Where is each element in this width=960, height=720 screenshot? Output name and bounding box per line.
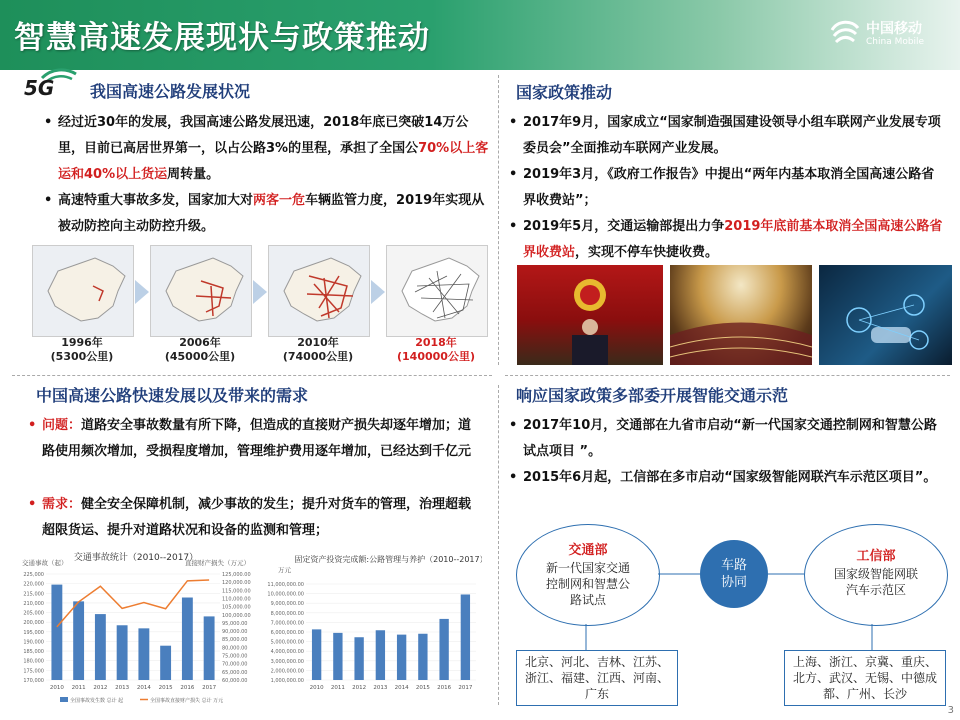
y2-axis-label: 直接财产损失（万元） — [185, 559, 250, 567]
x-tick-label: 2010 — [49, 685, 64, 691]
bullet-dot: • — [28, 418, 37, 433]
hall-icon — [670, 265, 812, 365]
y2-tick-label: 65,000.00 — [222, 669, 248, 676]
logo-cn: 中国移动 — [866, 21, 922, 37]
bullet-policy-2019-05 — [509, 214, 943, 266]
bullet-highway-growth — [44, 110, 490, 188]
y-tick-label: 180,000 — [23, 658, 44, 665]
ellipse-title: 交通部 — [568, 543, 608, 558]
bullet-dot: • — [44, 193, 53, 208]
chart-title: 固定资产投资完成额:公路管理与养护（2010--2017） — [294, 555, 482, 564]
ellipse-text: 新一代国家交通控制网和智慧公路试点 — [545, 561, 630, 607]
y2-tick-label: 75,000.00 — [222, 653, 248, 660]
y-tick-label: 205,000 — [23, 610, 44, 617]
bar-accidents — [95, 614, 106, 680]
bar-accidents — [117, 625, 128, 680]
section-title-highway-status: 我国高速公路发展状况 — [90, 82, 251, 101]
divider-h-left — [12, 375, 492, 376]
x-tick-label: 2012 — [352, 685, 367, 691]
logo-en: China Mobile — [866, 37, 925, 47]
y-tick-label: 170,000 — [23, 678, 44, 684]
y-tick-label: 7,000,000.00 — [270, 620, 304, 627]
problem-text: 道路安全事故数量有所下降，但造成的直接财产损失却逐年增加；道路使用频次增加，受损程度增加，管理维护费用逐年增加，已经达到千亿元 — [42, 418, 472, 459]
china-map-icon — [151, 246, 251, 336]
bullet-text: 2019年3月，《政府工作报告》中提出“两年内基本取消全国高速公路省界收费站”； — [523, 167, 935, 208]
map-year: 2018年 — [415, 336, 457, 349]
y-tick-label: 3,000,000.00 — [270, 658, 304, 665]
emblem-icon — [517, 265, 663, 365]
bar-investment — [354, 637, 363, 680]
bullet-text: 2015年6月起，工信部在多市启动“国家级智能网联汽车示范区项目”。 — [523, 470, 937, 485]
section-title-demand: 中国高速公路快速发展以及带来的需求 — [36, 386, 309, 405]
map-km: (5300公里) — [50, 350, 114, 363]
map-label-2010 — [263, 336, 373, 364]
divider-v-top — [498, 75, 499, 365]
y2-tick-label: 80,000.00 — [222, 645, 248, 652]
arrow-right-icon — [371, 280, 385, 304]
y-tick-label: 195,000 — [23, 629, 44, 636]
bullet-text: 2019年5月，交通运输部提出力争 — [523, 219, 725, 234]
map-km: (140000公里) — [397, 350, 475, 363]
bullet-dot: • — [509, 470, 518, 485]
y-tick-label: 215,000 — [23, 591, 44, 598]
ellipse-text: 国家级智能网联汽车示范区 — [833, 567, 918, 597]
y2-tick-label: 125,000.00 — [222, 572, 251, 578]
chart-accident-svg — [20, 548, 252, 714]
bullet-highlight: 70%以上客运和40%以上货运 — [58, 141, 489, 182]
bar-investment — [439, 619, 448, 680]
ellipse-transport-ministry — [516, 524, 660, 626]
bullet-highlight: 两客一危 — [253, 193, 306, 208]
y2-tick-label: 120,000.00 — [222, 580, 251, 587]
map-label-2006 — [145, 336, 255, 364]
bullet-text-end: 周转量。 — [167, 167, 220, 182]
y-tick-label: 6,000,000.00 — [270, 630, 304, 636]
y-tick-label: 8,000,000.00 — [270, 610, 304, 617]
section-title-policy: 国家政策推动 — [516, 83, 613, 102]
section-title-demonstration: 响应国家政策多部委开展智能交通示范 — [516, 386, 789, 405]
map-1996 — [32, 245, 134, 337]
bullet-dot: • — [28, 497, 37, 512]
divider-h-right — [505, 375, 950, 376]
map-2018 — [386, 245, 488, 337]
chart-investment-svg — [258, 550, 482, 710]
arrow-right-icon — [135, 280, 149, 304]
china-map-icon — [269, 246, 369, 336]
x-tick-label: 2015 — [415, 685, 430, 691]
x-tick-label: 2015 — [158, 685, 173, 691]
box-miit-cities — [784, 650, 946, 706]
y-tick-label: 220,000 — [23, 581, 44, 588]
photo-government-report — [517, 265, 663, 365]
bullet-text: 经过近30年的发展，我国高速公路发展迅速，2018年底已突破14万公里，目前已高居世界第一，以占公路3%的里程，承担了全国公 — [58, 115, 469, 156]
photo-assembly-hall — [670, 265, 812, 365]
bullet-highlight: 2019年底前基本取消全国高速公路省界收费站 — [523, 219, 943, 260]
chart-title: 交通事故统计（2010--2017） — [73, 553, 199, 563]
y-tick-label: 2,000,000.00 — [270, 668, 304, 675]
x-tick-label: 2016 — [437, 685, 452, 691]
map-year: 1996年 — [61, 336, 103, 349]
bullet-text: 高速特重大事故多发，国家加大对 — [58, 193, 254, 208]
map-km: (45000公里) — [164, 350, 236, 363]
y2-tick-label: 100,000.00 — [222, 612, 251, 619]
bullet-text: 2017年10月，交通部在九省市启动“新一代国家交通控制网和智慧公路试点项目 ”。 — [523, 418, 937, 459]
map-year: 2010年 — [297, 336, 339, 349]
bar-investment — [418, 634, 427, 680]
map-label-2018 — [381, 336, 491, 364]
y2-tick-label: 110,000.00 — [222, 596, 251, 603]
y2-tick-label: 105,000.00 — [222, 604, 251, 611]
box-text: 上海、浙江、京冀、重庆、北方、武汉、无锡、中德成都、广州、长沙 — [793, 655, 938, 701]
chart-accident-stats — [20, 548, 252, 714]
bar-accidents — [73, 601, 84, 680]
y2-tick-label: 60,000.00 — [222, 678, 248, 684]
legend-label: 全国事故发生数 总计 起 — [70, 698, 124, 704]
bullet-text-end: 车辆监管力度，2019年实现从被动防控向主动防控升级。 — [58, 193, 485, 234]
legend-swatch-bar — [60, 697, 68, 702]
map-label-1996 — [27, 336, 137, 364]
y-axis-label: 万元 — [278, 566, 291, 574]
box-text: 北京、河北、吉林、江苏、浙江、福建、江西、河南、广东 — [525, 655, 670, 701]
bullet-accidents — [44, 188, 490, 240]
bullet-problem — [28, 413, 480, 465]
bullet-text: 2017年9月，国家成立“国家制造强国建设领导小组车联网产业发展专项委员会”全面推动车联网产业发展。 — [523, 115, 941, 156]
china-map-icon — [387, 246, 487, 336]
demand-label: 需求： — [42, 497, 82, 512]
y-tick-label: 4,000,000.00 — [270, 649, 304, 656]
bar-accidents — [204, 616, 215, 680]
bullet-policy-2019-03 — [509, 162, 943, 214]
y-tick-label: 11,000,000.00 — [267, 582, 304, 588]
bar-investment — [461, 594, 470, 680]
y-tick-label: 190,000 — [23, 639, 44, 646]
y-tick-label: 225,000 — [23, 572, 44, 578]
x-tick-label: 2012 — [93, 685, 108, 691]
y-tick-label: 175,000 — [23, 668, 44, 675]
y2-tick-label: 70,000.00 — [222, 661, 248, 668]
y-tick-label: 210,000 — [23, 600, 44, 607]
bullet-demo-2017 — [509, 413, 943, 465]
map-2006 — [150, 245, 252, 337]
bullet-demo-2015 — [509, 465, 943, 491]
x-tick-label: 2017 — [458, 685, 473, 691]
bar-investment — [397, 635, 406, 680]
chart-investment — [258, 550, 482, 710]
x-tick-label: 2016 — [180, 685, 195, 691]
photo-connected-vehicles — [819, 265, 952, 365]
china-mobile-logo-icon — [828, 16, 862, 50]
map-year: 2006年 — [179, 336, 221, 349]
x-tick-label: 2017 — [202, 685, 217, 691]
x-tick-label: 2014 — [394, 685, 409, 691]
bullet-demand — [28, 492, 480, 544]
y-tick-label: 10,000,000.00 — [267, 591, 304, 598]
bar-investment — [312, 629, 321, 680]
map-2010 — [268, 245, 370, 337]
y2-tick-label: 95,000.00 — [222, 620, 248, 627]
bullet-dot: • — [509, 219, 518, 234]
center-label: 车路协同 — [720, 558, 747, 590]
page-number: 3 — [947, 705, 954, 716]
legend-label: 全国事故直接财产损失 总计 万元 — [150, 698, 224, 704]
page-title: 智慧高速发展现状与政策推动 — [14, 20, 430, 56]
divider-v-bottom — [498, 385, 499, 705]
y-tick-label: 200,000 — [23, 620, 44, 627]
y2-tick-label: 90,000.00 — [222, 629, 248, 636]
bar-investment — [376, 630, 385, 680]
x-tick-label: 2014 — [136, 685, 151, 691]
x-tick-label: 2011 — [71, 685, 86, 691]
box-transport-cities — [516, 650, 678, 706]
bar-accidents — [138, 628, 149, 680]
china-mobile-logo — [828, 16, 938, 56]
bullet-dot: • — [44, 115, 53, 130]
map-km: (74000公里) — [282, 350, 354, 363]
bar-investment — [333, 633, 342, 680]
y-axis-label: 交通事故（起） — [22, 559, 68, 567]
y-tick-label: 185,000 — [23, 649, 44, 656]
center-circle-v2x — [700, 540, 768, 608]
x-tick-label: 2010 — [309, 685, 324, 691]
problem-label: 问题： — [42, 418, 82, 433]
bar-accidents — [182, 598, 193, 680]
bullet-dot: • — [509, 167, 518, 182]
demand-text: 健全安全保障机制，减少事故的发生；提升对货车的管理，治理超载超限货运、提升对道路状况和设备的监测和管理； — [42, 497, 472, 538]
y-tick-label: 1,000,000.00 — [270, 678, 304, 684]
y2-tick-label: 115,000.00 — [222, 588, 251, 595]
y2-tick-label: 85,000.00 — [222, 637, 248, 644]
bar-accidents — [160, 646, 171, 680]
arrow-right-icon — [253, 280, 267, 304]
y-tick-label: 5,000,000.00 — [270, 639, 304, 646]
bullet-text-end: ，实现不停车快捷收费。 — [575, 245, 719, 260]
china-map-icon — [33, 246, 133, 336]
connected-car-icon — [819, 265, 952, 365]
x-tick-label: 2013 — [115, 685, 130, 691]
x-tick-label: 2013 — [373, 685, 388, 691]
5g-label: 5G — [24, 76, 55, 100]
header-bar — [0, 0, 960, 70]
ellipse-miit — [804, 524, 948, 626]
5g-badge — [22, 66, 78, 100]
bar-accidents — [51, 585, 62, 680]
ellipse-title: 工信部 — [856, 549, 896, 564]
bullet-policy-2017 — [509, 110, 943, 162]
y-tick-label: 9,000,000.00 — [270, 601, 304, 608]
x-tick-label: 2011 — [330, 685, 345, 691]
bullet-dot: • — [509, 418, 518, 433]
bullet-dot: • — [509, 115, 518, 130]
